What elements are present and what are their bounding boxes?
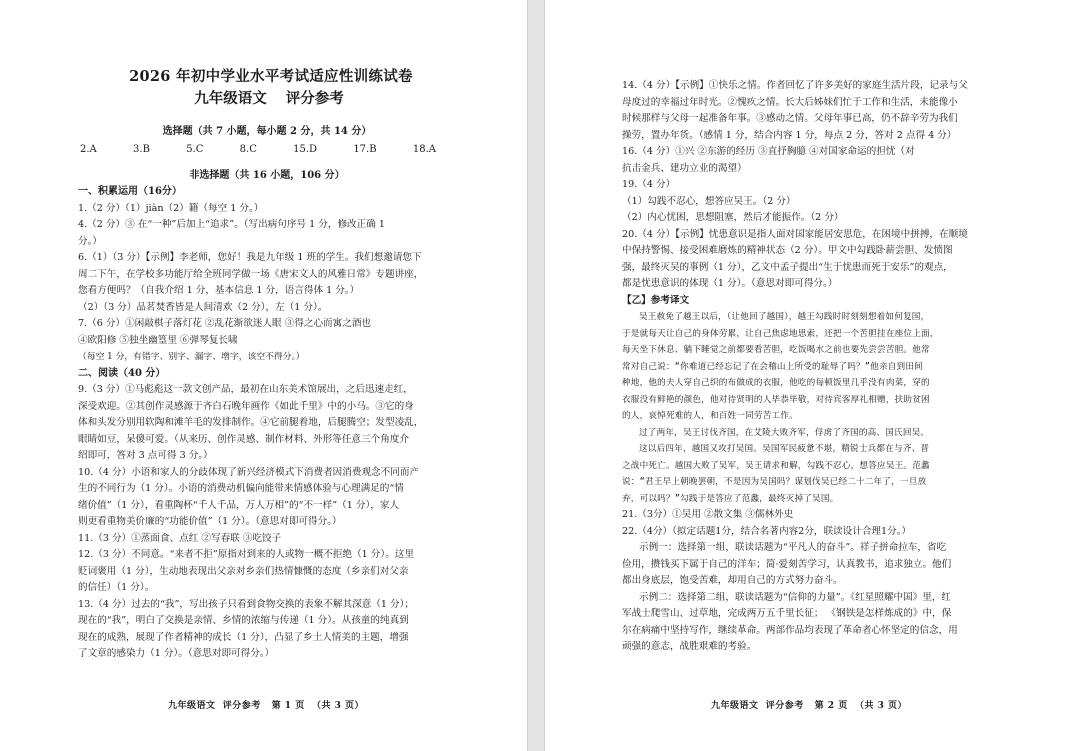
text-line: 分。） [78, 235, 102, 247]
translation-line: 于是就每天让自己的身体劳累，让自己焦虑地思索，还把一个苦胆挂在座位上面， [622, 328, 939, 339]
text-line: 的信任）（1 分）。 [78, 582, 155, 593]
text-line: 示例二：选择第二组，联读话题为“信仰的力量”。《红星照耀中国》里，红 [639, 591, 952, 603]
text-line: 时候那样与父母一起准备年事。③感动之情。父母年事已高，仍不辞辛劳为我们 [622, 113, 958, 124]
text-line: 9.（3 分）①马彪彪这一款文创产品，最初在山东美术馆展出，之后迅速走红， [78, 384, 413, 395]
text-line: 22.（4分）（拟定话题1分，结合名著内容2分，联读设计合理1分。） [622, 525, 912, 537]
text-line: 绪价值”（1 分），看重陶杯“千人千品，万人万相”的“不一样”（1 分），家人 [78, 499, 400, 511]
translation-line: 弃，可以吗？”勾践于是答应了范蠡，最终灭掉了吴国。 [622, 493, 839, 504]
text-line: 尔在病痛中坚持写作，继续革命。两部作品均表现了革命者心怀坚定的信念，用 [622, 624, 958, 636]
nonchoice-section-heading: 非选择题（共 16 小题，106 分） [189, 170, 345, 181]
text-line: （每空 1 分，有错字、别字、漏字、增字，该空不得分。） [78, 352, 305, 362]
text-line: ④欧阳修 ⑤独坐幽篁里 ⑥弹琴复长啸 [78, 334, 238, 346]
choice-answers-row [80, 142, 456, 158]
section-heading-accumulation: 一、积累运用（16分） [78, 186, 182, 197]
text-line: 贬词褒用（1 分），生动地表现出父亲对乡亲们热情慷慨的态度（乡亲们对父亲 [78, 565, 409, 577]
text-line: 21.（3分）①吴用 ②散文集 ③儒林外史 [622, 509, 794, 520]
translation-line: 之战中死亡。越国大败了吴军，吴王请求和解，勾践不忍心，想答应吴王。范蠡 [622, 460, 930, 471]
text-line: 现在的成熟，展现了作者精神的成长（1 分），凸显了乡土人情美的主题，增强 [78, 631, 409, 643]
text-line: 强，最终灭吴的事例（1 分），乙文中孟子提出“生于忧患而死于安乐”的观点， [622, 261, 953, 273]
text-line: 10.（4 分）小语和家人的分歧体现了新兴经济模式下消费者因消费观念不同而产 [78, 466, 420, 478]
text-line: 现在的“我”，明白了交换是亲情、乡情的浓缩与传递（1 分）。从孩童的纯真到 [78, 615, 409, 626]
document-title: 2026 年初中学业水平考试适应性训练试卷 [129, 68, 413, 85]
answer-item: 2.A [80, 144, 97, 155]
document-page-1 [0, 0, 527, 751]
text-line: 7.（6 分）①闲敲棋子落灯花 ②乱花渐欲迷人眼 ③得之心而寓之酒也 [78, 318, 372, 329]
text-line: 20.（4 分）【示例】忧患意识是指人面对国家能居安思危，在困境中拼搏，在顺境 [622, 228, 968, 240]
translation-line: 常对自己说：“你难道已经忘记了在会稽山上所受的耻辱了吗？”他亲自到田间 [622, 361, 923, 372]
document-page-2 [545, 0, 1076, 751]
page-footer: 九年级语文 评分参考 第 2 页 （共 3 页） [711, 701, 907, 711]
text-line: 军战士爬雪山、过草地，完成两万五千里长征； 《钢铁是怎样炼成的》中，保 [622, 608, 952, 619]
translation-line: 过了两年，吴王讨伐齐国，在艾陵大败齐军，俘虏了齐国的高、国氏回吴。 [639, 427, 930, 438]
document-subtitle: 九年级语文 评分参考 [194, 90, 344, 107]
text-line: 都是忧患意识的体现（1 分）。（意思对即可得分。） [622, 278, 838, 289]
text-line: 生的不同行为（1 分）。小语的消费动机偏向能带来情感体验与心理满足的“情 [78, 483, 404, 494]
section-heading-reading: 二、阅读（40 分） [78, 367, 166, 379]
text-line: 绍即可，答对 3 点可得 3 分。） [78, 450, 213, 461]
text-line: 顽强的意志，战胜艰难的考验。 [622, 641, 757, 652]
text-line: 1.（2 分）（1）jiàn（2）籍（每空 1 分。） [78, 202, 264, 214]
answer-item: 18.A [412, 144, 436, 155]
text-line: 母度过的幸福过年时光。②愧疚之情。长大后姊妹们忙于工作和生活，未能像小 [622, 96, 958, 108]
text-line: 周二下午，在学校多功能厅给全班同学做一场《唐宋文人的风雅日常》专题讲座， [78, 268, 424, 280]
text-line: （2）（3 分）品茗焚香皆是人间清欢（2 分），左（1 分）。 [78, 301, 328, 313]
text-line: 您看方便吗？（自我介绍 1 分，基本信息 1 分，语言得体 1 分。） [78, 285, 360, 296]
text-line: 13.（4 分）过去的“我”，写出孩子只看到食物交换的表象不解其深意（1 分）； [78, 598, 414, 610]
page-2-content [622, 78, 1008, 751]
translation-line: 每天坐下休息、躺下睡觉之前都要看苦胆，吃饭喝水之前也要先尝尝苦胆。他常 [622, 345, 930, 355]
translation-line: 衣服没有鲜艳的颜色，他对待贤明的人毕恭毕敬，对待宾客厚礼相赠，扶助贫困 [622, 394, 930, 405]
text-line: 都出身底层，饱受苦难，却用自己的方式努力奋斗。 [622, 575, 843, 586]
text-line: 中保持警惕、接受困难磨炼的精神状态（2 分）。甲文中勾践卧薪尝胆、发愤图 [622, 245, 953, 256]
page-footer: 九年级语文 评分参考 第 1 页 （共 3 页） [168, 701, 364, 711]
translation-heading: 【乙】参考译文 [622, 294, 690, 306]
text-line: 6.（1）（3 分）【示例】李老师，您好！我是九年级 1 班的学生。我们想邀请您下 [78, 252, 422, 263]
text-line: （2）内心忧困，思想阻塞，然后才能振作。（2 分） [622, 212, 844, 223]
text-line: 抗击金兵、建功立业的渴望） [622, 162, 747, 174]
text-line: 11.（3 分）①蒸面食、点红 ②写春联 ③吃饺子 [78, 532, 282, 544]
text-line: 16.（4 分）①兴 ②东游的经历 ③直抒胸臆 ④对国家命运的担忧（对 [622, 146, 915, 157]
text-line: 12.（3 分）不同意。“来者不拒”原指对到来的人或物一概不拒绝（1 分）。这里 [78, 549, 414, 560]
text-line: 示例一：选择第一组，联读话题为“平凡人的奋斗”。祥子拼命拉车，省吃 [639, 542, 947, 553]
text-line: 19.（4 分） [622, 179, 676, 190]
page-1-content [78, 66, 456, 751]
choice-section-heading: 选择题（共 7 小题，每小题 2 分，共 14 分） [162, 126, 372, 137]
text-line: 深受欢迎。②其创作灵感源于齐白石晚年画作《如此千里》中的小马。③它的身 [78, 400, 414, 412]
text-line: （1）勾践不忍心，想答应吴王。（2 分） [622, 195, 796, 207]
text-line: 了文章的感染力（1 分）。（意思对即可得分。） [78, 648, 275, 659]
answer-item: 17.B [353, 144, 377, 155]
text-line: 眼睛如豆，呆傻可爱。（从来历、创作灵感、制作材料、外形等任意三个角度介 [78, 433, 409, 445]
text-line: 4.（2 分）③ 在“一种”后加上“追求”。（写出病句序号 1 分，修改正确 1 [78, 219, 385, 230]
answer-item: 5.C [186, 144, 204, 155]
page-gutter [527, 0, 545, 751]
translation-line: 说：“君王早上朝晚罢朝，不是因为吴国吗？谋划伐吴已经二十二年了，一旦放 [622, 477, 927, 487]
text-line: 操劳，置办年货。（感情 1 分，结合内容 1 分，每点 2 分，答对 2 点得 4 分） [622, 129, 957, 141]
translation-line: 种地，他的夫人穿自己织的布做成的衣服，他吃的每顿饭里几乎没有肉菜，穿的 [622, 378, 930, 388]
answer-item: 15.D [293, 144, 318, 155]
text-line: 则更看重物美价廉的“功能价值”（1 分）。（意思对即可得分。） [78, 516, 342, 527]
translation-line: 这以后四年，越国又攻打吴国。吴国军民疲惫不堪，精锐士兵都在与齐、晋 [639, 444, 930, 454]
text-line: 俭用，攒钱买下属于自己的洋车；简·爱刻苦学习，认真教书，追求独立。他们 [622, 558, 952, 570]
translation-line: 的人，哀悼死难的人，和百姓一同劳苦工作。 [622, 411, 798, 421]
text-line: 14.（4 分）【示例】①快乐之情。作者回忆了许多美好的家庭生活片段，记录与父 [622, 80, 968, 91]
translation-line: 吴王赦免了越王以后，（让他回了越国），越王勾践时时刻刻想着如何复国， [639, 312, 930, 322]
text-line: 体和头发分别用软陶和滩羊毛的发排制作。④它前腿着地，后腿腾空；发型凌乱， [78, 417, 424, 428]
answer-item: 3.B [133, 144, 150, 155]
answer-item: 8.C [239, 144, 257, 155]
